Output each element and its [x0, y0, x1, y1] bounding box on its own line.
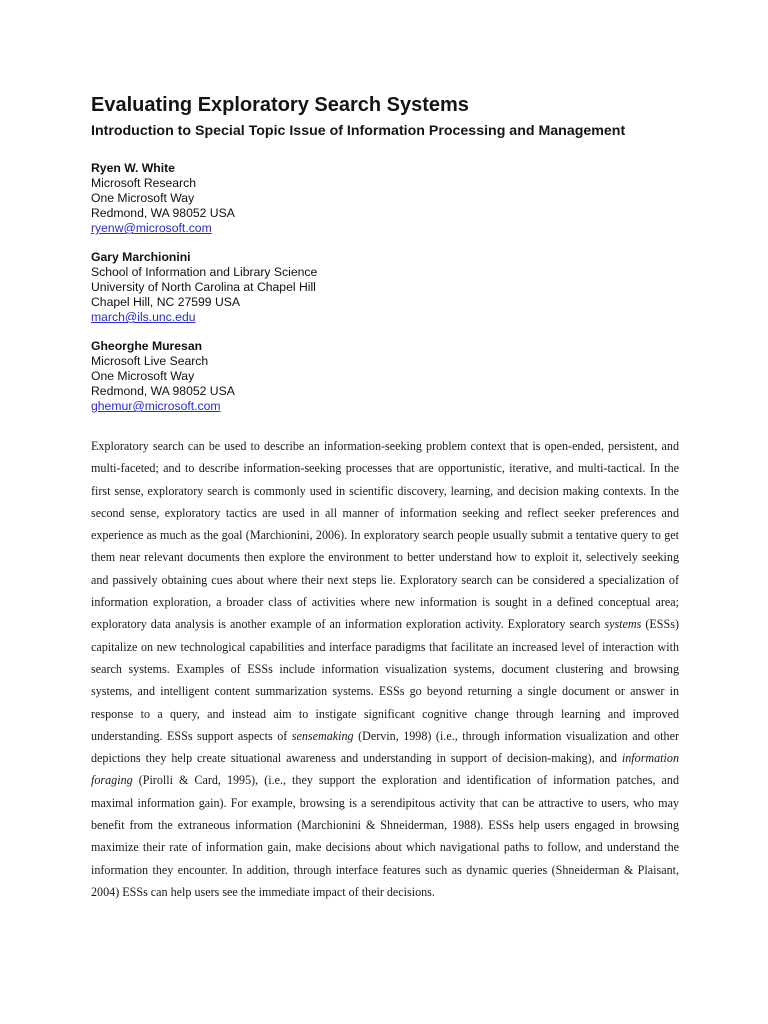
body-emphasis: information foraging — [91, 751, 679, 788]
paper-page — [91, 92, 679, 915]
paper-title: Evaluating Exploratory Search Systems — [91, 94, 469, 116]
author-address: University of North Carolina at Chapel Hill — [91, 280, 316, 294]
author-name: Ryen W. White — [91, 161, 175, 175]
author-email-link[interactable]: ryenw@microsoft.com — [91, 221, 212, 235]
author-address: Redmond, WA 98052 USA — [91, 206, 235, 220]
body-text: (Dervin, 1998) (i.e., through information visualization and other depictions they help create situational awareness and understanding in support of decision-making), and — [91, 728, 679, 766]
author-block-white — [91, 161, 679, 236]
body-paragraph — [91, 435, 679, 903]
author-address: One Microsoft Way — [91, 191, 195, 205]
author-name: Gary Marchionini — [91, 250, 191, 264]
author-block-marchionini — [91, 250, 679, 325]
body-text: Exploratory search can be used to describe an information-seeking problem context that is open-ended, persistent, and multi-faceted; and to describe information-seeking processes that are opportunistic, iterative, and multi-tactical. In the first sense, exploratory search is commonly used in scientific discovery, learning, and decision making contexts. In the second sense, exploratory tactics are used in all manner of information seeking and reflect seeker preferences and experience as much as the goal (Marchionini, 2006). In exploratory search people usually submit a tentative query to get them near relevant documents then explore the environment to better understand how to exploit it, selectively seeking and passively obtaining cues about where their next steps lie. Exploratory search can be considered a specialization of information exploration, a broader class of activities where new information is sought in a defined conceptual area; exploratory data analysis is another example of an information exploration activity. Exploratory search — [91, 439, 679, 632]
author-email-link[interactable]: ghemur@microsoft.com — [91, 399, 221, 413]
author-address: Chapel Hill, NC 27599 USA — [91, 295, 241, 309]
body-emphasis: systems — [604, 617, 642, 632]
paper-subtitle: Introduction to Special Topic Issue of Information Processing and Management — [91, 123, 626, 139]
author-affiliation: Microsoft Research — [91, 176, 196, 190]
author-affiliation: Microsoft Live Search — [91, 354, 209, 368]
author-affiliation: School of Information and Library Science — [91, 265, 318, 279]
author-block-muresan — [91, 339, 679, 414]
body-text: (ESSs) capitalize on new technological capabilities and interface paradigms that facilitate an increased level of interaction with search systems. Examples of ESSs include information visualization systems, document clustering and browsing systems, and intelligent content summarization systems. ESSs go beyond returning a single document or answer in response to a query, and instead aim to instigate significant cognitive change through learning and improved understanding. ESSs support aspects of — [91, 617, 679, 743]
author-address: One Microsoft Way — [91, 369, 195, 383]
body-text: (Pirolli & Card, 1995), (i.e., they support the exploration and identification of information patches, and maximal information gain). For example, browsing is a serendipitous activity that can be attractive to users, who may benefit from the extraneous information (Marchionini & Shneiderman, 1988). ESSs help users engaged in browsing maximize their rate of information gain, make decisions about which navigational paths to follow, and understand the information they encounter. In addition, through interface features such as dynamic queries (Shneiderman & Plaisant, 2004) ESSs can help users see the immediate impact of their decisions. — [91, 773, 679, 899]
author-email-link[interactable]: march@ils.unc.edu — [91, 310, 196, 324]
author-list — [91, 161, 679, 414]
author-name: Gheorghe Muresan — [91, 339, 203, 353]
author-address: Redmond, WA 98052 USA — [91, 384, 235, 398]
body-emphasis: sensemaking — [291, 728, 354, 743]
